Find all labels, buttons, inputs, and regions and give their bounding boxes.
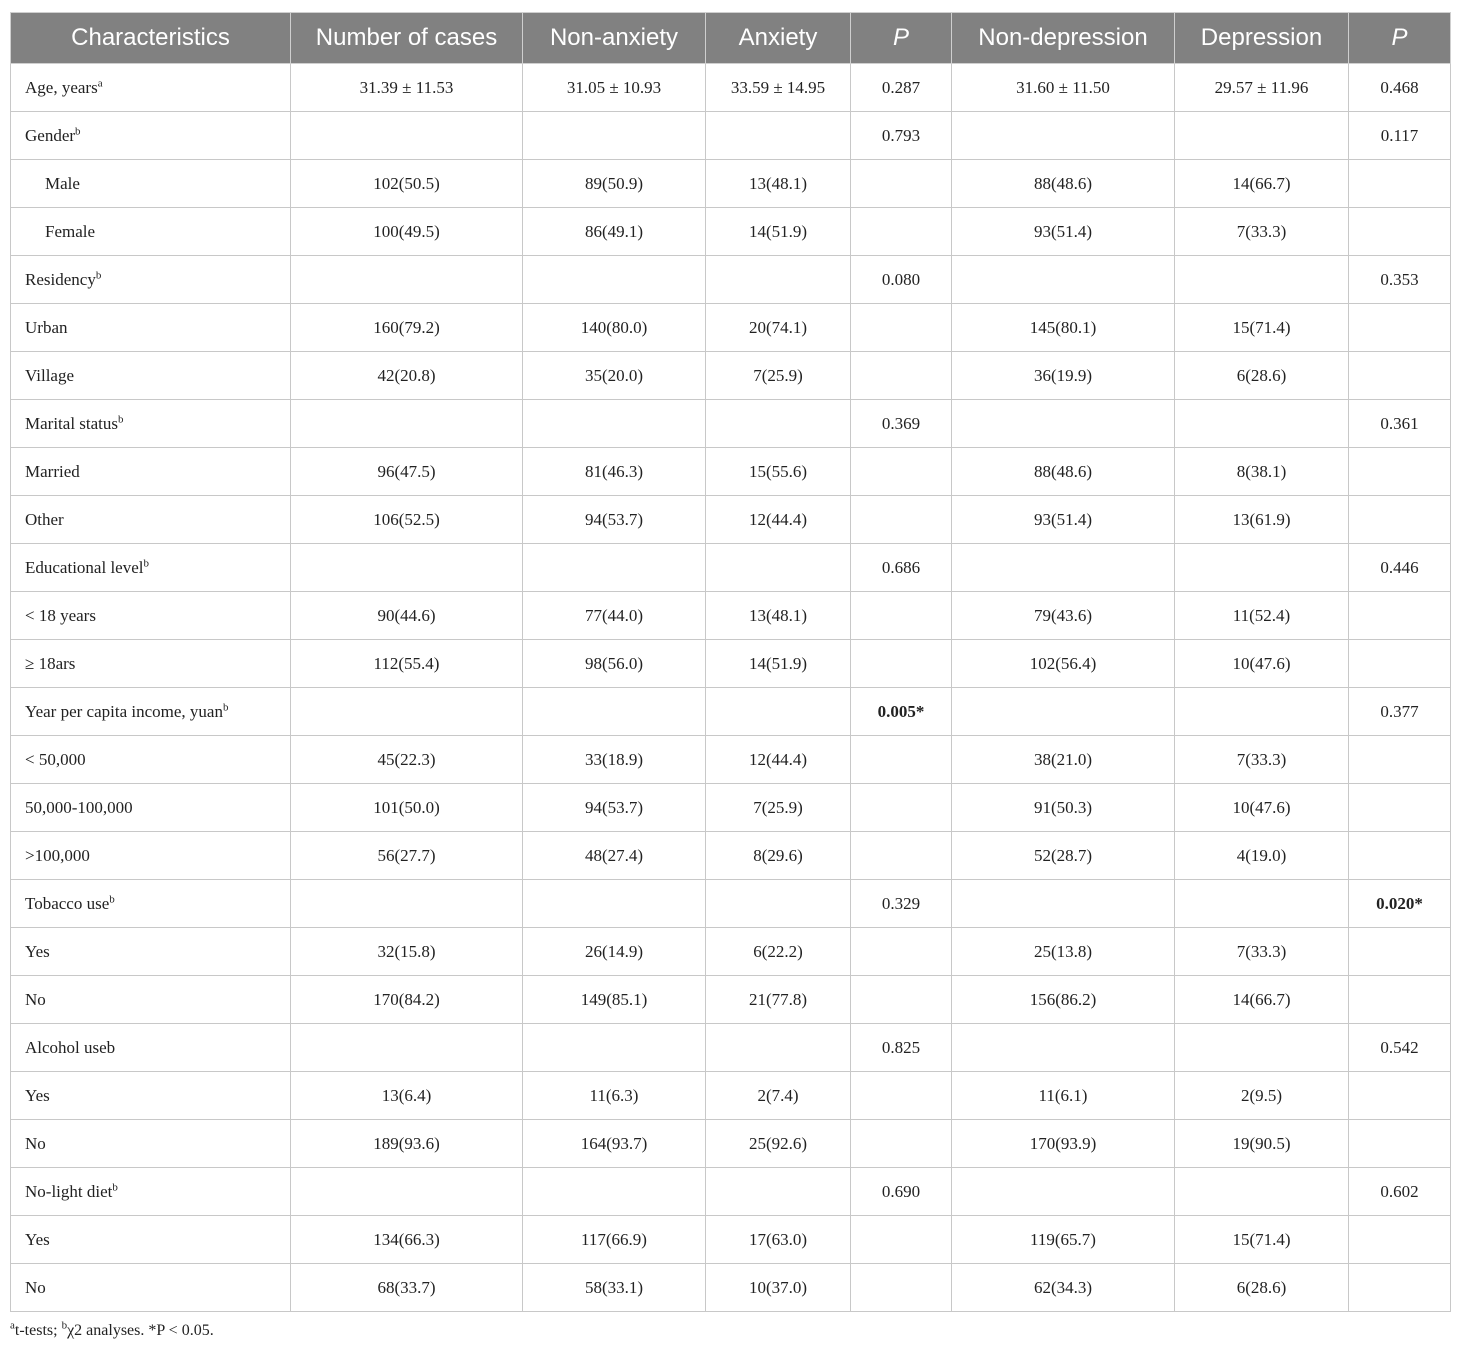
cell-p-depression <box>1349 976 1451 1024</box>
cell-number-of-cases <box>291 256 523 304</box>
table-row <box>11 1072 1451 1120</box>
cell-non-depression: 170(93.9) <box>952 1120 1175 1168</box>
cell-anxiety: 13(48.1) <box>706 592 851 640</box>
cell-non-anxiety: 94(53.7) <box>523 496 706 544</box>
cell-anxiety: 12(44.4) <box>706 496 851 544</box>
cell-anxiety: 14(51.9) <box>706 640 851 688</box>
cell-depression: 6(28.6) <box>1175 352 1349 400</box>
cell-non-anxiety: 81(46.3) <box>523 448 706 496</box>
row-label <box>11 1120 291 1168</box>
cell-p-depression: 0.542 <box>1349 1024 1451 1072</box>
cell-anxiety <box>706 400 851 448</box>
cell-p-anxiety <box>851 1216 952 1264</box>
cell-depression <box>1175 112 1349 160</box>
cell-p-anxiety <box>851 1072 952 1120</box>
cell-p-anxiety: 0.686 <box>851 544 952 592</box>
row-label-text: Gender <box>25 125 76 145</box>
cell-non-anxiety: 164(93.7) <box>523 1120 706 1168</box>
cell-non-depression: 93(51.4) <box>952 208 1175 256</box>
cell-depression: 11(52.4) <box>1175 592 1349 640</box>
table-row <box>11 448 1451 496</box>
table-row <box>11 112 1451 160</box>
row-label-text: Female <box>45 221 96 241</box>
cell-p-depression <box>1349 352 1451 400</box>
cell-non-depression: 62(34.3) <box>952 1264 1175 1312</box>
cell-number-of-cases: 101(50.0) <box>291 784 523 832</box>
row-label <box>11 400 291 448</box>
row-label <box>11 784 291 832</box>
cell-anxiety: 21(77.8) <box>706 976 851 1024</box>
table-row <box>11 928 1451 976</box>
cell-depression <box>1175 400 1349 448</box>
table-row <box>11 496 1451 544</box>
table-row <box>11 400 1451 448</box>
row-label-superscript: b <box>109 892 115 905</box>
cell-p-anxiety: 0.793 <box>851 112 952 160</box>
cell-non-depression <box>952 1168 1175 1216</box>
row-label <box>11 544 291 592</box>
footnote-text-b: χ2 analyses. *P < 0.05. <box>67 1322 214 1339</box>
cell-p-depression <box>1349 1264 1451 1312</box>
cell-p-anxiety <box>851 928 952 976</box>
cell-depression <box>1175 256 1349 304</box>
cell-depression: 6(28.6) <box>1175 1264 1349 1312</box>
footnote-marker-a: a <box>10 1319 15 1332</box>
cell-p-depression <box>1349 208 1451 256</box>
cell-p-depression <box>1349 448 1451 496</box>
row-label-superscript: b <box>222 700 229 713</box>
row-label-superscript: b <box>75 124 81 137</box>
row-label-superscript: b <box>112 1180 118 1193</box>
row-label-text: Age, years <box>25 77 98 97</box>
cell-depression: 13(61.9) <box>1175 496 1349 544</box>
cell-depression: 2(9.5) <box>1175 1072 1349 1120</box>
cell-depression: 19(90.5) <box>1175 1120 1349 1168</box>
cell-depression: 14(66.7) <box>1175 160 1349 208</box>
row-label <box>11 448 291 496</box>
cell-number-of-cases: 56(27.7) <box>291 832 523 880</box>
cell-anxiety: 13(48.1) <box>706 160 851 208</box>
header-p-depression: P <box>1349 13 1451 64</box>
cell-number-of-cases <box>291 880 523 928</box>
cell-anxiety: 33.59 ± 14.95 <box>706 64 851 112</box>
cell-number-of-cases <box>291 544 523 592</box>
cell-anxiety: 14(51.9) <box>706 208 851 256</box>
cell-p-depression <box>1349 496 1451 544</box>
table-row <box>11 592 1451 640</box>
cell-anxiety: 12(44.4) <box>706 736 851 784</box>
cell-anxiety: 2(7.4) <box>706 1072 851 1120</box>
cell-non-depression: 119(65.7) <box>952 1216 1175 1264</box>
row-label <box>11 832 291 880</box>
row-label <box>11 1024 291 1072</box>
cell-depression: 8(38.1) <box>1175 448 1349 496</box>
table-footnote <box>10 1319 214 1340</box>
cell-p-depression: 0.377 <box>1349 688 1451 736</box>
cell-p-anxiety <box>851 352 952 400</box>
cell-non-depression: 102(56.4) <box>952 640 1175 688</box>
cell-number-of-cases: 100(49.5) <box>291 208 523 256</box>
table-row <box>11 256 1451 304</box>
row-label <box>11 304 291 352</box>
cell-number-of-cases <box>291 688 523 736</box>
table-row <box>11 640 1451 688</box>
cell-p-anxiety: 0.369 <box>851 400 952 448</box>
cell-non-anxiety: 35(20.0) <box>523 352 706 400</box>
cell-anxiety <box>706 688 851 736</box>
cell-anxiety: 6(22.2) <box>706 928 851 976</box>
cell-p-depression <box>1349 1120 1451 1168</box>
cell-p-anxiety <box>851 304 952 352</box>
header-p-anxiety: P <box>851 13 952 64</box>
header-non-anxiety: Non-anxiety <box>523 13 706 64</box>
table-row <box>11 208 1451 256</box>
cell-non-depression: 79(43.6) <box>952 592 1175 640</box>
cell-number-of-cases <box>291 1168 523 1216</box>
cell-depression: 10(47.6) <box>1175 784 1349 832</box>
row-label-text: No <box>25 989 46 1009</box>
cell-p-anxiety <box>851 496 952 544</box>
cell-depression: 4(19.0) <box>1175 832 1349 880</box>
cell-non-depression: 88(48.6) <box>952 448 1175 496</box>
header-number-of-cases: Number of cases <box>291 13 523 64</box>
cell-anxiety: 20(74.1) <box>706 304 851 352</box>
row-label <box>11 928 291 976</box>
cell-non-anxiety <box>523 544 706 592</box>
cell-p-anxiety <box>851 736 952 784</box>
row-label <box>11 1216 291 1264</box>
cell-non-depression <box>952 1024 1175 1072</box>
cell-p-depression: 0.468 <box>1349 64 1451 112</box>
table-row <box>11 352 1451 400</box>
cell-anxiety: 17(63.0) <box>706 1216 851 1264</box>
cell-non-anxiety <box>523 1168 706 1216</box>
row-label <box>11 160 291 208</box>
cell-non-anxiety: 26(14.9) <box>523 928 706 976</box>
cell-non-depression: 156(86.2) <box>952 976 1175 1024</box>
cell-p-depression <box>1349 832 1451 880</box>
row-label-text: Yes <box>25 1085 50 1105</box>
cell-p-anxiety: 0.005* <box>851 688 952 736</box>
cell-non-anxiety: 31.05 ± 10.93 <box>523 64 706 112</box>
row-label-superscript: b <box>143 556 149 569</box>
row-label <box>11 256 291 304</box>
cell-depression <box>1175 1024 1349 1072</box>
row-label-text: Educational level <box>25 557 144 577</box>
table-row <box>11 544 1451 592</box>
cell-depression: 14(66.7) <box>1175 976 1349 1024</box>
cell-depression: 15(71.4) <box>1175 1216 1349 1264</box>
cell-anxiety: 7(25.9) <box>706 352 851 400</box>
cell-non-anxiety <box>523 880 706 928</box>
row-label-text: Residency <box>25 269 96 289</box>
cell-number-of-cases: 42(20.8) <box>291 352 523 400</box>
cell-number-of-cases: 160(79.2) <box>291 304 523 352</box>
cell-p-anxiety <box>851 640 952 688</box>
row-label <box>11 880 291 928</box>
table-row <box>11 64 1451 112</box>
cell-depression <box>1175 544 1349 592</box>
cell-number-of-cases: 102(50.5) <box>291 160 523 208</box>
table-row <box>11 880 1451 928</box>
header-non-depression: Non-depression <box>952 13 1175 64</box>
cell-non-anxiety: 86(49.1) <box>523 208 706 256</box>
row-label-text: No <box>25 1277 46 1297</box>
cell-non-depression <box>952 880 1175 928</box>
cell-p-anxiety <box>851 976 952 1024</box>
cell-non-depression <box>952 688 1175 736</box>
cell-number-of-cases <box>291 400 523 448</box>
footnote-marker-b: b <box>61 1319 68 1332</box>
row-label <box>11 496 291 544</box>
cell-non-depression <box>952 256 1175 304</box>
cell-p-depression <box>1349 784 1451 832</box>
table-row <box>11 160 1451 208</box>
footnote-text-a: t-tests; <box>14 1322 62 1339</box>
row-label-superscript: b <box>95 268 102 281</box>
cell-p-anxiety: 0.287 <box>851 64 952 112</box>
cell-non-depression: 88(48.6) <box>952 160 1175 208</box>
header-anxiety: Anxiety <box>706 13 851 64</box>
cell-depression <box>1175 880 1349 928</box>
cell-p-anxiety <box>851 592 952 640</box>
cell-p-depression: 0.020* <box>1349 880 1451 928</box>
row-label <box>11 640 291 688</box>
header-depression: Depression <box>1175 13 1349 64</box>
cell-non-anxiety: 11(6.3) <box>523 1072 706 1120</box>
row-label <box>11 688 291 736</box>
cell-anxiety: 15(55.6) <box>706 448 851 496</box>
cell-non-anxiety: 33(18.9) <box>523 736 706 784</box>
cell-anxiety: 7(25.9) <box>706 784 851 832</box>
cell-non-depression: 38(21.0) <box>952 736 1175 784</box>
row-label <box>11 64 291 112</box>
cell-number-of-cases: 112(55.4) <box>291 640 523 688</box>
cell-depression: 7(33.3) <box>1175 928 1349 976</box>
table-row <box>11 784 1451 832</box>
row-label <box>11 1168 291 1216</box>
cell-p-depression: 0.602 <box>1349 1168 1451 1216</box>
row-label-text: No <box>25 1133 46 1153</box>
row-label <box>11 1264 291 1312</box>
cell-non-anxiety: 48(27.4) <box>523 832 706 880</box>
table-row <box>11 976 1451 1024</box>
cell-depression: 15(71.4) <box>1175 304 1349 352</box>
cell-p-anxiety <box>851 160 952 208</box>
cell-anxiety <box>706 256 851 304</box>
cell-p-depression: 0.353 <box>1349 256 1451 304</box>
cell-number-of-cases: 96(47.5) <box>291 448 523 496</box>
cell-non-depression: 91(50.3) <box>952 784 1175 832</box>
cell-number-of-cases: 68(33.7) <box>291 1264 523 1312</box>
cell-non-anxiety: 98(56.0) <box>523 640 706 688</box>
cell-non-depression: 93(51.4) <box>952 496 1175 544</box>
cell-non-anxiety: 77(44.0) <box>523 592 706 640</box>
cell-number-of-cases: 13(6.4) <box>291 1072 523 1120</box>
cell-non-anxiety: 58(33.1) <box>523 1264 706 1312</box>
cell-non-depression: 31.60 ± 11.50 <box>952 64 1175 112</box>
cell-non-depression: 25(13.8) <box>952 928 1175 976</box>
row-label-superscript: a <box>97 76 103 89</box>
cell-non-depression <box>952 544 1175 592</box>
cell-p-depression: 0.446 <box>1349 544 1451 592</box>
row-label-text: Yes <box>25 941 50 961</box>
cell-depression: 10(47.6) <box>1175 640 1349 688</box>
row-label <box>11 112 291 160</box>
table-row <box>11 1216 1451 1264</box>
cell-p-anxiety <box>851 784 952 832</box>
cell-non-anxiety: 94(53.7) <box>523 784 706 832</box>
cell-p-anxiety <box>851 832 952 880</box>
cell-non-anxiety: 149(85.1) <box>523 976 706 1024</box>
header-row <box>11 13 1451 64</box>
row-label-text: Alcohol useb <box>25 1037 116 1057</box>
row-label <box>11 352 291 400</box>
cell-p-anxiety: 0.329 <box>851 880 952 928</box>
table-row <box>11 1120 1451 1168</box>
cell-number-of-cases <box>291 1024 523 1072</box>
cell-non-anxiety: 140(80.0) <box>523 304 706 352</box>
cell-p-depression: 0.117 <box>1349 112 1451 160</box>
table-row <box>11 1264 1451 1312</box>
cell-number-of-cases: 45(22.3) <box>291 736 523 784</box>
row-label-text: ≥ 18ars <box>25 653 76 673</box>
row-label-text: Male <box>45 173 80 193</box>
cell-p-anxiety: 0.825 <box>851 1024 952 1072</box>
table-row <box>11 832 1451 880</box>
cell-non-anxiety <box>523 256 706 304</box>
cell-p-depression <box>1349 1216 1451 1264</box>
cell-number-of-cases: 106(52.5) <box>291 496 523 544</box>
cell-anxiety <box>706 1024 851 1072</box>
cell-p-depression <box>1349 928 1451 976</box>
cell-anxiety <box>706 112 851 160</box>
cell-anxiety: 8(29.6) <box>706 832 851 880</box>
cell-p-anxiety <box>851 1120 952 1168</box>
cell-non-anxiety <box>523 400 706 448</box>
row-label-text: < 50,000 <box>25 749 86 769</box>
cell-anxiety <box>706 1168 851 1216</box>
table-row <box>11 1024 1451 1072</box>
cell-depression <box>1175 1168 1349 1216</box>
cell-non-depression: 145(80.1) <box>952 304 1175 352</box>
cell-number-of-cases: 170(84.2) <box>291 976 523 1024</box>
cell-number-of-cases <box>291 112 523 160</box>
table-header <box>11 13 1451 64</box>
cell-number-of-cases: 90(44.6) <box>291 592 523 640</box>
cell-p-depression <box>1349 640 1451 688</box>
cell-p-anxiety: 0.690 <box>851 1168 952 1216</box>
cell-p-anxiety <box>851 1264 952 1312</box>
cell-non-anxiety: 89(50.9) <box>523 160 706 208</box>
row-label <box>11 592 291 640</box>
row-label-text: 50,000-100,000 <box>25 797 133 817</box>
cell-p-depression <box>1349 304 1451 352</box>
table-row <box>11 688 1451 736</box>
header-characteristics: Characteristics <box>11 13 291 64</box>
cell-number-of-cases: 31.39 ± 11.53 <box>291 64 523 112</box>
cell-p-depression <box>1349 160 1451 208</box>
row-label <box>11 208 291 256</box>
cell-p-depression: 0.361 <box>1349 400 1451 448</box>
cell-p-depression <box>1349 736 1451 784</box>
row-label-text: < 18 years <box>25 605 96 625</box>
cell-p-anxiety: 0.080 <box>851 256 952 304</box>
row-label-text: >100,000 <box>25 845 90 865</box>
row-label <box>11 1072 291 1120</box>
row-label-text: Village <box>25 365 75 385</box>
cell-p-anxiety <box>851 448 952 496</box>
characteristics-table <box>10 12 1451 1312</box>
row-label-text: Marital status <box>25 413 119 433</box>
cell-depression <box>1175 688 1349 736</box>
cell-depression: 7(33.3) <box>1175 736 1349 784</box>
cell-number-of-cases: 134(66.3) <box>291 1216 523 1264</box>
table-body <box>11 64 1451 1312</box>
table-row <box>11 1168 1451 1216</box>
cell-depression: 29.57 ± 11.96 <box>1175 64 1349 112</box>
row-label <box>11 736 291 784</box>
cell-anxiety: 10(37.0) <box>706 1264 851 1312</box>
cell-number-of-cases: 32(15.8) <box>291 928 523 976</box>
cell-anxiety <box>706 544 851 592</box>
cell-non-anxiety <box>523 1024 706 1072</box>
table-container <box>10 12 1450 1312</box>
cell-anxiety: 25(92.6) <box>706 1120 851 1168</box>
cell-non-depression: 52(28.7) <box>952 832 1175 880</box>
table-row <box>11 736 1451 784</box>
cell-non-depression <box>952 400 1175 448</box>
row-label-text: No-light diet <box>25 1181 113 1201</box>
table-row <box>11 304 1451 352</box>
row-label-text: Urban <box>25 317 68 337</box>
row-label-text: Other <box>25 509 64 529</box>
row-label-text: Tobacco use <box>25 893 110 913</box>
cell-depression: 7(33.3) <box>1175 208 1349 256</box>
cell-non-anxiety: 117(66.9) <box>523 1216 706 1264</box>
cell-anxiety <box>706 880 851 928</box>
row-label-text: Year per capita income, yuan <box>25 701 223 721</box>
row-label <box>11 976 291 1024</box>
row-label-text: Married <box>25 461 80 481</box>
cell-p-depression <box>1349 1072 1451 1120</box>
cell-non-depression <box>952 112 1175 160</box>
cell-non-anxiety <box>523 112 706 160</box>
cell-non-depression: 11(6.1) <box>952 1072 1175 1120</box>
cell-non-depression: 36(19.9) <box>952 352 1175 400</box>
row-label-text: Yes <box>25 1229 50 1249</box>
cell-p-anxiety <box>851 208 952 256</box>
cell-number-of-cases: 189(93.6) <box>291 1120 523 1168</box>
cell-p-depression <box>1349 592 1451 640</box>
cell-non-anxiety <box>523 688 706 736</box>
row-label-superscript: b <box>118 412 124 425</box>
